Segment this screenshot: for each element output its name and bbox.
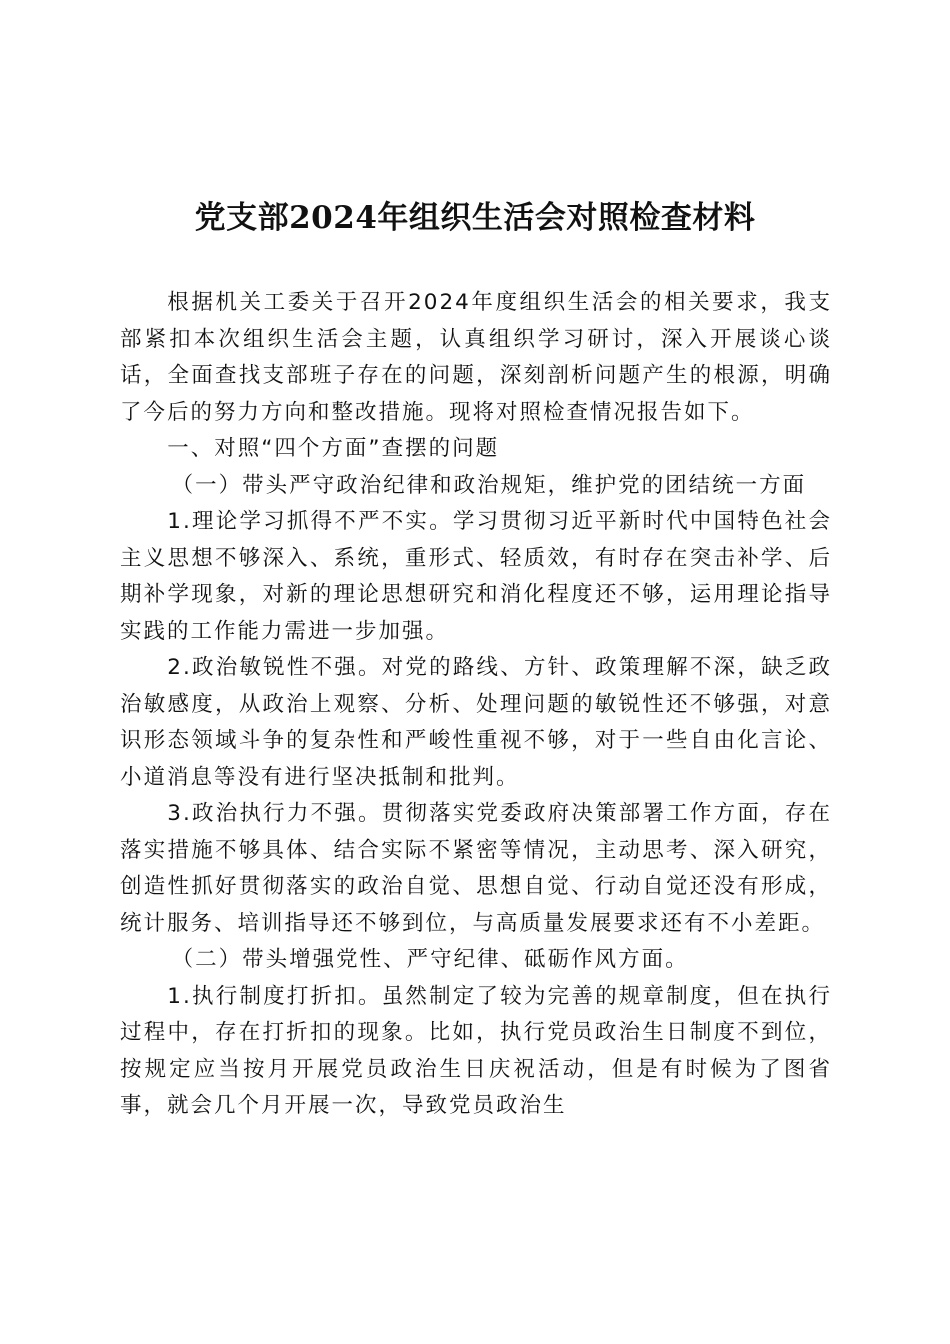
- body-paragraph: 3.政治执行力不强。贯彻落实党委政府决策部署工作方面，存在落实措施不够具体、结合实际不紧密等情况，主动思考、深入研究，创造性抓好贯彻落实的政治自觉、思想自觉、行动自觉还没有形成，统计服务、培训指导还不够到位，与高质量发展要求还有不小差距。: [120, 801, 832, 936]
- body-paragraph: 1.理论学习抓得不严不实。学习贯彻习近平新时代中国特色社会主义思想不够深入、系统，重形式、轻质效，有时存在突击补学、后期补学现象，对新的理论思想研究和消化程度还不够，运用理论指导实践的工作能力需进一步加强。: [120, 509, 832, 644]
- section-heading-1: 一、对照“四个方面”查摆的问题: [167, 436, 500, 461]
- subsection-heading-2: （二）带头增强党性、严守纪律、砥砺作风方面。: [171, 947, 689, 972]
- intro-paragraph: 根据机关工委关于召开2024年度组织生活会的相关要求，我支部紧扣本次组织生活会主题，认真组织学习研讨，深入开展谈心谈话，全面查找支部班子存在的问题，深刻剖析问题产生的根源，明确了今后的努力方向和整改措施。现将对照检查情况报告如下。: [120, 290, 832, 425]
- document-body: [120, 285, 832, 1125]
- document-title: 党支部2024年组织生活会对照检查材料: [194, 200, 756, 236]
- body-paragraph: 1.执行制度打折扣。虽然制定了较为完善的规章制度，但在执行过程中，存在打折扣的现象。比如，执行党员政治生日制度不到位，按规定应当按月开展党员政治生日庆祝活动，但是有时候为了图省事，就会几个月开展一次，导致党员政治生: [120, 983, 832, 1118]
- subsection-heading-1: （一）带头严守政治纪律和政治规矩，维护党的团结统一方面: [171, 472, 807, 498]
- body-paragraph: 2.政治敏锐性不强。对党的路线、方针、政策理解不深，缺乏政治敏感度，从政治上观察、分析、处理问题的敏锐性还不够强，对意识形态领域斗争的复杂性和严峻性重视不够，对于一些自由化言论、小道消息等没有进行坚决抵制和批判。: [120, 655, 832, 790]
